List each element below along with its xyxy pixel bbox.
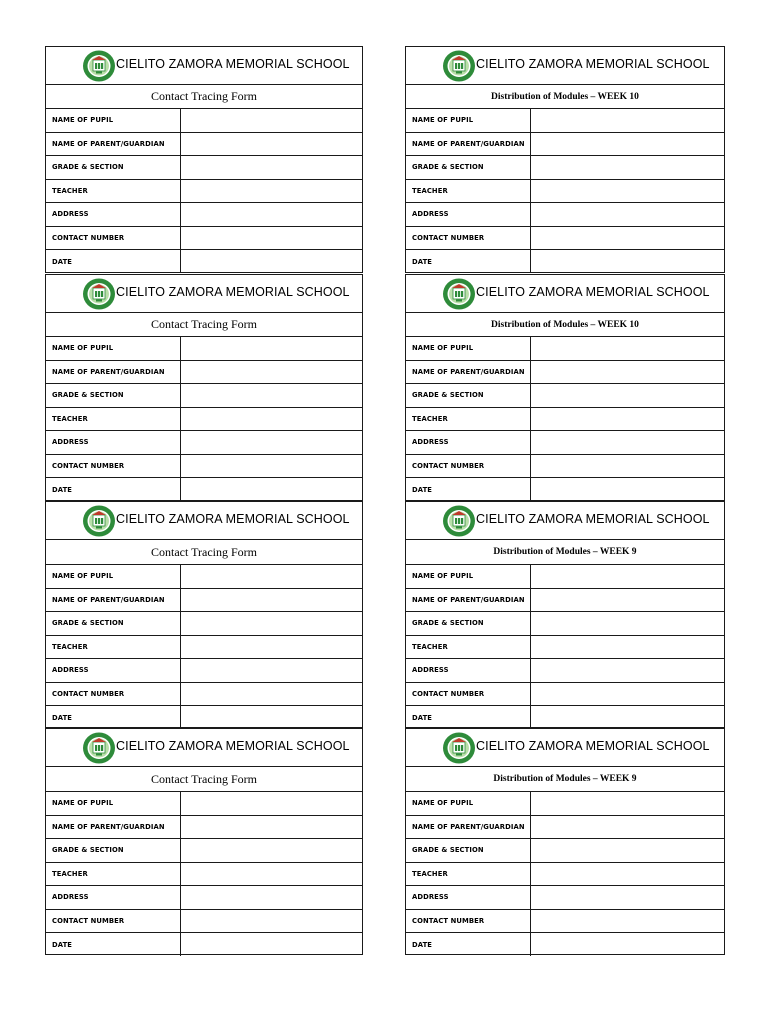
school-seal-icon	[442, 504, 476, 538]
field-label: DATE	[406, 706, 531, 729]
field-row	[406, 156, 724, 180]
school-seal-icon	[82, 277, 116, 311]
field-row	[46, 109, 362, 133]
form-fields	[46, 792, 362, 956]
form-header	[46, 502, 362, 540]
field-entry-blank[interactable]	[181, 659, 362, 682]
right-form-3	[405, 501, 725, 728]
field-row	[46, 816, 362, 840]
field-row	[406, 133, 724, 157]
school-name: CIELITO ZAMORA MEMORIAL SCHOOL	[476, 57, 710, 71]
school-name: CIELITO ZAMORA MEMORIAL SCHOOL	[116, 57, 350, 71]
field-label: TEACHER	[46, 408, 181, 431]
field-label: CONTACT NUMBER	[46, 227, 181, 250]
field-label: NAME OF PUPIL	[46, 109, 181, 132]
field-label: DATE	[406, 250, 531, 273]
field-row	[46, 478, 362, 501]
field-entry-blank[interactable]	[531, 565, 724, 588]
field-label: NAME OF PARENT/GUARDIAN	[406, 361, 531, 384]
field-label: ADDRESS	[46, 659, 181, 682]
field-label: NAME OF PARENT/GUARDIAN	[46, 133, 181, 156]
form-subtitle: Distribution of Modules – WEEK 10	[406, 85, 724, 109]
field-row	[406, 612, 724, 636]
field-row	[46, 659, 362, 683]
field-row	[46, 227, 362, 251]
field-row	[406, 886, 724, 910]
field-entry-blank[interactable]	[531, 863, 724, 886]
field-entry-blank[interactable]	[531, 203, 724, 226]
field-row	[406, 863, 724, 887]
field-entry-blank[interactable]	[531, 227, 724, 250]
form-subtitle: Distribution of Modules – WEEK 10	[406, 313, 724, 337]
field-label: ADDRESS	[46, 886, 181, 909]
field-label: TEACHER	[46, 180, 181, 203]
left-form-3	[45, 501, 363, 728]
field-label: NAME OF PUPIL	[406, 792, 531, 815]
field-label: CONTACT NUMBER	[406, 455, 531, 478]
form-subtitle: Contact Tracing Form	[46, 767, 362, 792]
field-row	[46, 683, 362, 707]
field-row	[406, 933, 724, 956]
form-header	[406, 275, 724, 313]
field-entry-blank[interactable]	[181, 706, 362, 729]
field-label: NAME OF PARENT/GUARDIAN	[46, 589, 181, 612]
field-row	[406, 384, 724, 408]
field-entry-blank[interactable]	[181, 910, 362, 933]
field-row	[46, 933, 362, 956]
field-row	[406, 203, 724, 227]
school-name: CIELITO ZAMORA MEMORIAL SCHOOL	[116, 512, 350, 526]
field-label: NAME OF PARENT/GUARDIAN	[406, 589, 531, 612]
field-entry-blank[interactable]	[181, 589, 362, 612]
form-subtitle: Contact Tracing Form	[46, 313, 362, 337]
form-fields	[406, 109, 724, 273]
field-row	[46, 337, 362, 361]
right-form-4	[405, 728, 725, 955]
field-label: NAME OF PUPIL	[46, 792, 181, 815]
field-entry-blank[interactable]	[181, 839, 362, 862]
field-label: GRADE & SECTION	[406, 384, 531, 407]
field-row	[46, 565, 362, 589]
form-header	[406, 502, 724, 540]
field-row	[46, 886, 362, 910]
form-subtitle: Contact Tracing Form	[46, 540, 362, 565]
field-row	[406, 565, 724, 589]
field-entry-blank[interactable]	[181, 683, 362, 706]
field-label: CONTACT NUMBER	[406, 910, 531, 933]
field-entry-blank[interactable]	[181, 227, 362, 250]
school-seal-icon	[442, 49, 476, 83]
field-label: ADDRESS	[46, 431, 181, 454]
right-form-2	[405, 274, 725, 501]
field-label: ADDRESS	[406, 886, 531, 909]
field-row	[406, 431, 724, 455]
form-subtitle: Distribution of Modules – WEEK 9	[406, 540, 724, 565]
field-label: GRADE & SECTION	[46, 384, 181, 407]
field-row	[406, 589, 724, 613]
field-row	[406, 227, 724, 251]
field-label: ADDRESS	[406, 431, 531, 454]
field-row	[406, 839, 724, 863]
field-row	[406, 910, 724, 934]
field-label: NAME OF PUPIL	[406, 337, 531, 360]
field-entry-blank[interactable]	[531, 384, 724, 407]
field-entry-blank[interactable]	[181, 156, 362, 179]
school-seal-icon	[442, 731, 476, 765]
field-row	[406, 683, 724, 707]
field-entry-blank[interactable]	[181, 636, 362, 659]
field-entry-blank[interactable]	[531, 455, 724, 478]
field-row	[46, 203, 362, 227]
form-header	[46, 47, 362, 85]
field-row	[406, 636, 724, 660]
field-label: CONTACT NUMBER	[406, 227, 531, 250]
left-form-4	[45, 728, 363, 955]
field-label: ADDRESS	[406, 203, 531, 226]
field-entry-blank[interactable]	[181, 455, 362, 478]
field-entry-blank[interactable]	[531, 839, 724, 862]
field-row	[46, 408, 362, 432]
field-entry-blank[interactable]	[531, 910, 724, 933]
school-name: CIELITO ZAMORA MEMORIAL SCHOOL	[476, 285, 710, 299]
field-row	[46, 706, 362, 729]
school-name: CIELITO ZAMORA MEMORIAL SCHOOL	[116, 285, 350, 299]
school-seal-icon	[82, 504, 116, 538]
field-entry-blank[interactable]	[181, 203, 362, 226]
school-seal-icon	[82, 731, 116, 765]
field-row	[406, 408, 724, 432]
field-entry-blank[interactable]	[181, 886, 362, 909]
field-entry-blank[interactable]	[531, 478, 724, 501]
field-row	[406, 816, 724, 840]
field-label: ADDRESS	[406, 659, 531, 682]
field-row	[406, 478, 724, 501]
school-seal-icon	[442, 277, 476, 311]
field-entry-blank[interactable]	[531, 706, 724, 729]
field-entry-blank[interactable]	[181, 361, 362, 384]
field-label: TEACHER	[46, 636, 181, 659]
school-seal-icon	[82, 49, 116, 83]
field-row	[46, 612, 362, 636]
field-entry-blank[interactable]	[181, 792, 362, 815]
field-label: GRADE & SECTION	[46, 839, 181, 862]
form-header	[406, 729, 724, 767]
field-entry-blank[interactable]	[531, 886, 724, 909]
field-label: NAME OF PUPIL	[406, 565, 531, 588]
right-form-1	[405, 46, 725, 273]
field-entry-blank[interactable]	[181, 431, 362, 454]
field-row	[46, 792, 362, 816]
field-row	[406, 180, 724, 204]
field-entry-blank[interactable]	[531, 109, 724, 132]
field-label: CONTACT NUMBER	[46, 455, 181, 478]
field-row	[46, 589, 362, 613]
field-entry-blank[interactable]	[181, 565, 362, 588]
field-row	[46, 636, 362, 660]
field-entry-blank[interactable]	[181, 109, 362, 132]
field-label: NAME OF PUPIL	[46, 337, 181, 360]
field-entry-blank[interactable]	[531, 250, 724, 273]
form-fields	[46, 565, 362, 729]
field-row	[46, 133, 362, 157]
field-label: GRADE & SECTION	[406, 156, 531, 179]
field-label: TEACHER	[406, 636, 531, 659]
field-entry-blank[interactable]	[181, 933, 362, 956]
form-fields	[46, 337, 362, 501]
field-entry-blank[interactable]	[531, 133, 724, 156]
field-entry-blank[interactable]	[531, 337, 724, 360]
form-fields	[406, 337, 724, 501]
field-entry-blank[interactable]	[531, 408, 724, 431]
field-entry-blank[interactable]	[531, 792, 724, 815]
field-label: DATE	[406, 933, 531, 956]
field-row	[46, 839, 362, 863]
field-entry-blank[interactable]	[531, 683, 724, 706]
field-row	[46, 384, 362, 408]
field-label: TEACHER	[406, 863, 531, 886]
left-form-2	[45, 274, 363, 501]
field-label: NAME OF PUPIL	[46, 565, 181, 588]
school-name: CIELITO ZAMORA MEMORIAL SCHOOL	[116, 739, 350, 753]
field-label: DATE	[46, 933, 181, 956]
field-label: NAME OF PARENT/GUARDIAN	[406, 816, 531, 839]
field-row	[46, 863, 362, 887]
form-fields	[46, 109, 362, 273]
field-row	[406, 706, 724, 729]
field-entry-blank[interactable]	[181, 816, 362, 839]
field-label: DATE	[46, 706, 181, 729]
field-row	[406, 109, 724, 133]
field-entry-blank[interactable]	[181, 250, 362, 273]
field-label: GRADE & SECTION	[406, 839, 531, 862]
school-name: CIELITO ZAMORA MEMORIAL SCHOOL	[476, 512, 710, 526]
field-label: DATE	[46, 250, 181, 273]
field-entry-blank[interactable]	[181, 478, 362, 501]
field-entry-blank[interactable]	[531, 933, 724, 956]
field-entry-blank[interactable]	[531, 361, 724, 384]
form-header	[46, 729, 362, 767]
form-fields	[406, 565, 724, 729]
field-label: CONTACT NUMBER	[46, 683, 181, 706]
field-entry-blank[interactable]	[531, 659, 724, 682]
field-entry-blank[interactable]	[181, 180, 362, 203]
field-entry-blank[interactable]	[531, 589, 724, 612]
left-form-1	[45, 46, 363, 273]
field-row	[406, 659, 724, 683]
field-entry-blank[interactable]	[531, 180, 724, 203]
field-row	[46, 180, 362, 204]
field-row	[406, 455, 724, 479]
field-row	[46, 156, 362, 180]
school-name: CIELITO ZAMORA MEMORIAL SCHOOL	[476, 739, 710, 753]
field-label: NAME OF PUPIL	[406, 109, 531, 132]
field-entry-blank[interactable]	[531, 816, 724, 839]
field-entry-blank[interactable]	[181, 408, 362, 431]
field-label: GRADE & SECTION	[46, 156, 181, 179]
field-row	[406, 337, 724, 361]
field-row	[46, 431, 362, 455]
field-label: DATE	[46, 478, 181, 501]
field-label: GRADE & SECTION	[46, 612, 181, 635]
field-row	[46, 250, 362, 273]
field-row	[46, 361, 362, 385]
field-label: ADDRESS	[46, 203, 181, 226]
field-entry-blank[interactable]	[181, 612, 362, 635]
field-entry-blank[interactable]	[181, 384, 362, 407]
field-label: TEACHER	[46, 863, 181, 886]
form-fields	[406, 792, 724, 956]
field-label: DATE	[406, 478, 531, 501]
field-entry-blank[interactable]	[181, 337, 362, 360]
field-entry-blank[interactable]	[531, 431, 724, 454]
field-label: TEACHER	[406, 180, 531, 203]
field-label: NAME OF PARENT/GUARDIAN	[406, 133, 531, 156]
field-row	[406, 250, 724, 273]
field-row	[406, 792, 724, 816]
field-label: NAME OF PARENT/GUARDIAN	[46, 816, 181, 839]
field-entry-blank[interactable]	[531, 156, 724, 179]
field-label: CONTACT NUMBER	[46, 910, 181, 933]
field-label: NAME OF PARENT/GUARDIAN	[46, 361, 181, 384]
field-entry-blank[interactable]	[181, 863, 362, 886]
form-subtitle: Contact Tracing Form	[46, 85, 362, 109]
field-entry-blank[interactable]	[531, 612, 724, 635]
field-label: TEACHER	[406, 408, 531, 431]
field-label: CONTACT NUMBER	[406, 683, 531, 706]
field-row	[406, 361, 724, 385]
field-row	[46, 910, 362, 934]
field-row	[46, 455, 362, 479]
form-header	[406, 47, 724, 85]
form-header	[46, 275, 362, 313]
field-label: GRADE & SECTION	[406, 612, 531, 635]
form-subtitle: Distribution of Modules – WEEK 9	[406, 767, 724, 792]
field-entry-blank[interactable]	[181, 133, 362, 156]
field-entry-blank[interactable]	[531, 636, 724, 659]
